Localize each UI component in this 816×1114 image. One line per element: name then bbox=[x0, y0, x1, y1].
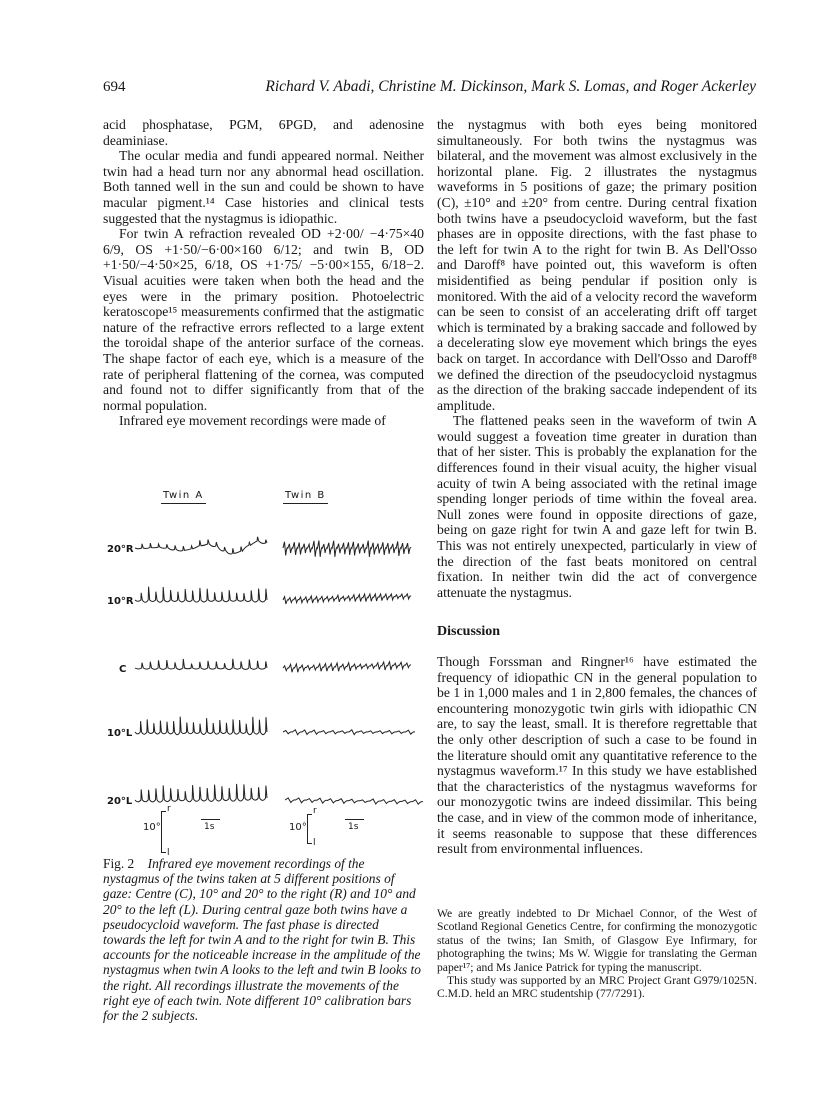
paragraph: The ocular media and fundi appeared normal. Neither twin had a head turn nor any abnormal head oscillation. Both tanned well in the sun and could be shown to have macular pigment.¹⁴ Case histories and clinical tests suggested that the nystagmus is idiopathic. bbox=[103, 148, 424, 226]
paragraph: the nystagmus with both eyes being monitored simultaneously. For both twins the nystagmus was bilateral, and the movement was almost exclusively in the horizontal plane. Fig. 2 illustrates the nystagmus waveforms in 5 positions of gaze; the primary position (C), ±10° and ±20° from centre. During central fixation both twins have a pseudocycloid waveform, but the fast phases are in opposite directions, with the fast phase to the left for twin A to the right for twin B. As Dell'Osso and Daroff⁸ have pointed out, this waveform is often misidentified as being pendular if position only is monitored. With the aid of a velocity record the waveform can be seen to consist of an accelerating drift off target which is terminated by a braking saccade and followed by a decelerating slow eye movement which brings the eyes back on target. In accordance with Dell'Osso and Daroff⁸ we defined the direction of the pseudocycloid nystagmus as the direction of the braking saccade independent of its amplitude. bbox=[437, 117, 757, 413]
row-label-10R: 10°R bbox=[107, 596, 134, 607]
calibration-a-left: l bbox=[167, 848, 170, 858]
calibration-a-amplitude: 10° bbox=[143, 822, 161, 833]
caption-text: Infrared eye movement recordings of the nystagmus of the twins taken at 5 different positions of gaze: Centre (C), 10° and 20° to the right (R) and 10° and 20° to the left (L). During central gaze both twins have a pseudocycloid waveform. The fast phase is directed towards the left for twin A and to the right for twin B. This accounts for the noticeable increase in the amplitude of the nystagmus when twin A looks to the left and twin B looks to the right. All recordings illustrate the movements of the right eye of each twin. Note different 10° calibration bars for the 2 subjects. bbox=[103, 856, 421, 1024]
caption-figure-number: Fig. 2 bbox=[103, 856, 135, 871]
discussion-heading: Discussion bbox=[437, 624, 501, 640]
calibration-b-bar bbox=[307, 814, 312, 844]
row-label-20R: 20°R bbox=[107, 544, 134, 555]
time-label-a: 1s bbox=[204, 822, 215, 832]
paragraph: acid phosphatase, PGM, 6PGD, and adenosine deaminiase. bbox=[103, 117, 424, 148]
paragraph: The flattened peaks seen in the waveform of twin A would suggest a foveation time greater in duration than that of her sister. This is probably the explanation for the differences found in their visual acuity, the higher visual acuity of twin A being associated with the retinal image spending longer periods of time within the foveal area. Null zones were found in opposite directions of gaze, being on gaze right for twin A and gaze left for twin B. This was not entirely unexpected, particularly in view of the direction of the fast beats monitored on central fixation. In neither twin did the act of convergence attenuate the nystagmus. bbox=[437, 413, 757, 600]
time-bar-a bbox=[201, 819, 220, 820]
row-label-20L: 20°L bbox=[107, 796, 133, 807]
row-label-10L: 10°L bbox=[107, 728, 133, 739]
trace-twin-b-10R bbox=[283, 594, 411, 604]
trace-twin-a-C bbox=[135, 659, 267, 670]
paragraph: For twin A refraction revealed OD +2·00/ −4·75×40 6/9, OS +1·50/−6·00×160 6/12; and twin B, OD +1·50/−4·50×25, 6/18, OS +1·75/ −5·00×155, 6/18−2. Visual acuities were taken when both the head and the eyes were in the primary position. Photoelectric keratoscope¹⁵ measurements confirmed that the astigmatic nature of the refractive errors reflected to a large extent the toroidal shape of the anterior surface of the corneas. The shape factor of each eye, which is a measure of the rate of peripheral flattening of the cornea, was computed and found not to differ significantly from that of the normal population. bbox=[103, 226, 424, 413]
figure-caption bbox=[103, 856, 424, 1023]
acknowledgement-text: We are greatly indebted to Dr Michael Connor, of the West of Scotland Regional Genetics Centre, for confirming the monozygotic status of the twins; Ian Smith, of Glasgow Eye Infirmary, for photographing the twins; Ms W. Wiggie for translating the German paper¹⁷; and Ms Janice Patrick for typing the manuscript. bbox=[437, 907, 757, 974]
trace-twin-a-20L bbox=[135, 784, 267, 802]
time-bar-b bbox=[345, 819, 364, 820]
calibration-b-right: r bbox=[313, 806, 317, 816]
trace-twin-b-C bbox=[283, 662, 411, 673]
funding-text: This study was supported by an MRC Project Grant G979/1025N. C.M.D. held an MRC studentship (77/7291). bbox=[437, 974, 757, 1001]
twin-b-label: Twin B bbox=[283, 490, 328, 504]
trace-twin-a-20R bbox=[135, 537, 267, 554]
figure-2-recordings bbox=[95, 478, 435, 863]
discussion-paragraph: Though Forssman and Ringner¹⁶ have estimated the frequency of idiopathic CN in the general population to be 1 in 1,000 males and 1 in 2,800 females, the chances of encountering monozygotic twin girls with idiopathic CN are, to say the least, small. It is therefore regrettable that the only other description of such a case to be found in the literature should omit any quantitative reference to the nystagmus waveform.¹⁷ In this study we have established that the characteristics of the nystagmus waveforms for our monozygotic twins are indeed dissimilar. This being the case, and in view of the common mode of inheritance, it seems reasonable to suppose that these differences result from environmental influences. bbox=[437, 654, 757, 857]
trace-twin-a-10R bbox=[135, 587, 267, 603]
time-label-b: 1s bbox=[348, 822, 359, 832]
right-column bbox=[437, 117, 757, 857]
calibration-b-amplitude: 10° bbox=[289, 822, 307, 833]
calibration-a-right: r bbox=[167, 804, 171, 814]
paragraph: Infrared eye movement recordings were made of bbox=[119, 413, 386, 429]
running-head-authors: Richard V. Abadi, Christine M. Dickinson, Mark S. Lomas, and Roger Ackerley bbox=[265, 78, 756, 95]
calibration-b-left: l bbox=[313, 838, 316, 848]
acknowledgements bbox=[437, 907, 757, 1001]
waveform-traces bbox=[95, 478, 435, 863]
trace-twin-a-10L bbox=[135, 717, 267, 735]
calibration-a-bar bbox=[161, 811, 166, 853]
twin-a-label: Twin A bbox=[161, 490, 206, 504]
trace-twin-b-10L bbox=[283, 730, 415, 735]
trace-twin-b-20L bbox=[285, 798, 423, 804]
page-number: 694 bbox=[103, 79, 126, 95]
trace-twin-b-20R bbox=[283, 541, 411, 557]
row-label-C: C bbox=[119, 664, 127, 675]
left-column bbox=[103, 117, 424, 429]
